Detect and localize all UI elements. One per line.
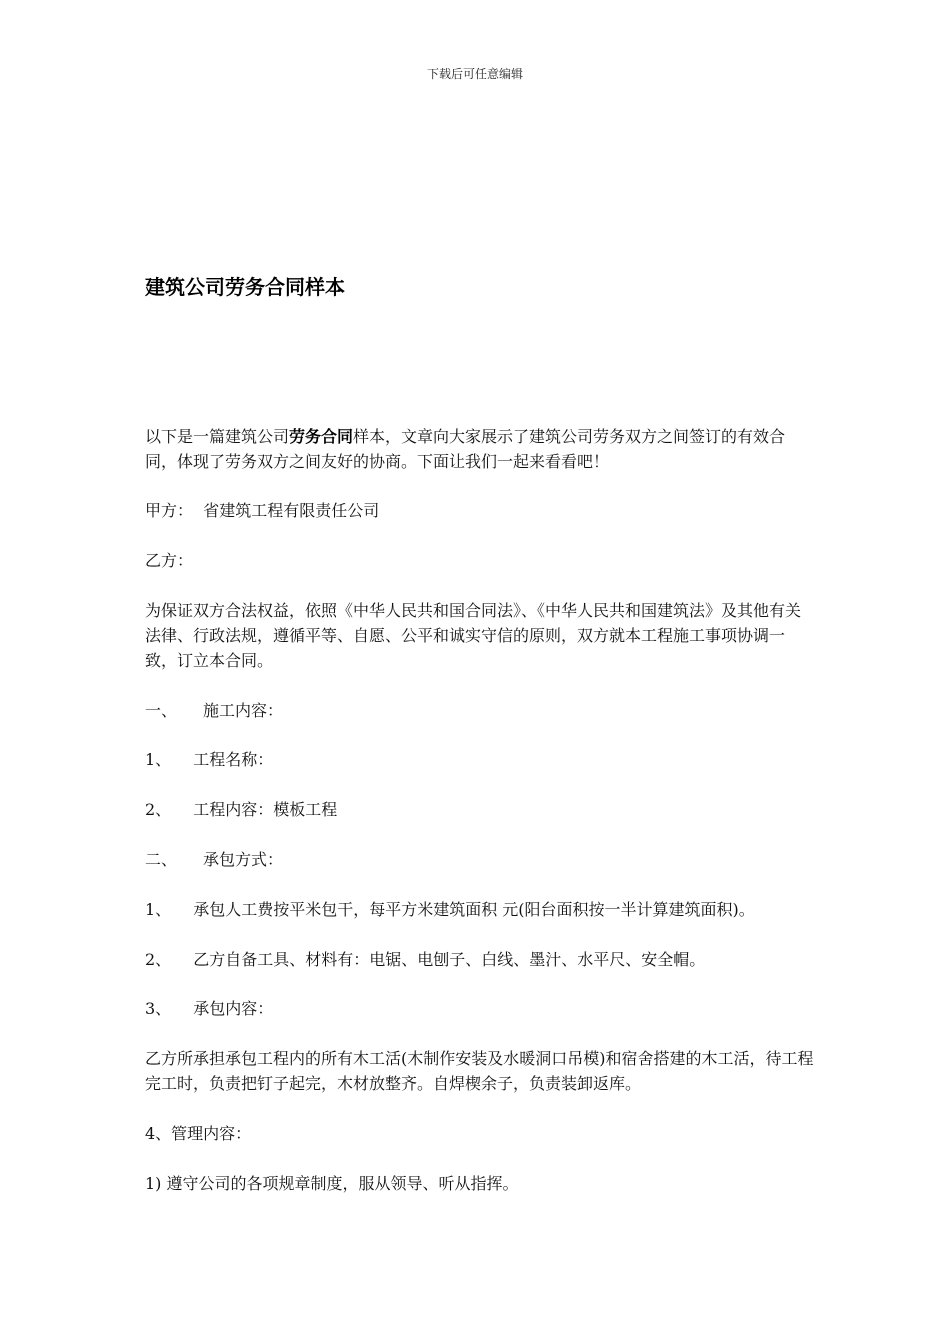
- section-1-number: 一、: [145, 701, 178, 720]
- item-number: 3、: [145, 999, 172, 1018]
- section-2-number: 二、: [145, 850, 178, 869]
- item-text: 承包人工费按平米包干，每平方米建筑面积 元(阳台面积按一半计算建筑面积)。: [193, 900, 755, 919]
- party-a-line: [145, 498, 815, 523]
- section-2-title: 承包方式：: [203, 850, 284, 869]
- item-number: 1、: [145, 900, 172, 919]
- item-text: 工程名称：: [193, 750, 274, 769]
- scope-paragraph: 乙方所承担承包工程内的所有木工活(木制作安装及水暖洞口吊模)和宿舍搭建的木工活，待工程完工时，负责把钉子起完，木材放整齐。自焊楔余子，负责装卸返库。: [145, 1049, 814, 1093]
- party-b-label: 乙方：: [145, 551, 194, 570]
- item-number: 2、: [145, 800, 172, 819]
- party-a-label: 甲方：: [145, 501, 194, 520]
- item-text: 承包内容：: [193, 999, 274, 1018]
- item-number: 1、: [145, 750, 172, 769]
- intro-keyword: 劳务合同: [289, 427, 354, 446]
- header-note: 下载后可任意编辑: [426, 67, 523, 81]
- section-2-item-1: [145, 897, 815, 922]
- item-number: 2、: [145, 950, 172, 969]
- section-1-title: 施工内容：: [203, 701, 284, 720]
- item-text: 乙方自备工具、材料有：电锯、电刨子、白线、墨汁、水平尺、安全帽。: [193, 950, 706, 969]
- intro-paragraph: [145, 424, 815, 474]
- section-2-heading: [145, 847, 815, 872]
- section-2-item-2: [145, 947, 815, 972]
- section-1-item-2: [145, 797, 815, 822]
- management-heading: 4、管理内容：: [145, 1124, 252, 1143]
- section-1-item-1: [145, 747, 815, 772]
- document-title: 建筑公司劳务合同样本: [145, 275, 345, 299]
- item-text: 工程内容：模板工程: [193, 800, 338, 819]
- management-item-1: 1) 遵守公司的各项规章制度，服从领导、听从指挥。: [145, 1174, 519, 1193]
- party-b-line: [145, 548, 815, 573]
- party-a-value: 省建筑工程有限责任公司: [203, 501, 380, 520]
- preamble-paragraph: 为保证双方合法权益，依照《中华人民共和国合同法》、《中华人民共和国建筑法》及其他有关法律、行政法规，遵循平等、自愿、公平和诚实守信的原则，双方就本工程施工事项协调一致，订立本合同。: [145, 601, 802, 670]
- intro-text-before: 以下是一篇建筑公司: [145, 427, 290, 446]
- intro-text-after: 样本，文章向大家展示了建筑公司劳务双方之间签订的有效合同，体现了劳务双方之间友好的协商。下面让我们一起来看看吧！: [145, 427, 786, 471]
- section-2-item-3: [145, 996, 815, 1021]
- section-1-heading: [145, 698, 815, 723]
